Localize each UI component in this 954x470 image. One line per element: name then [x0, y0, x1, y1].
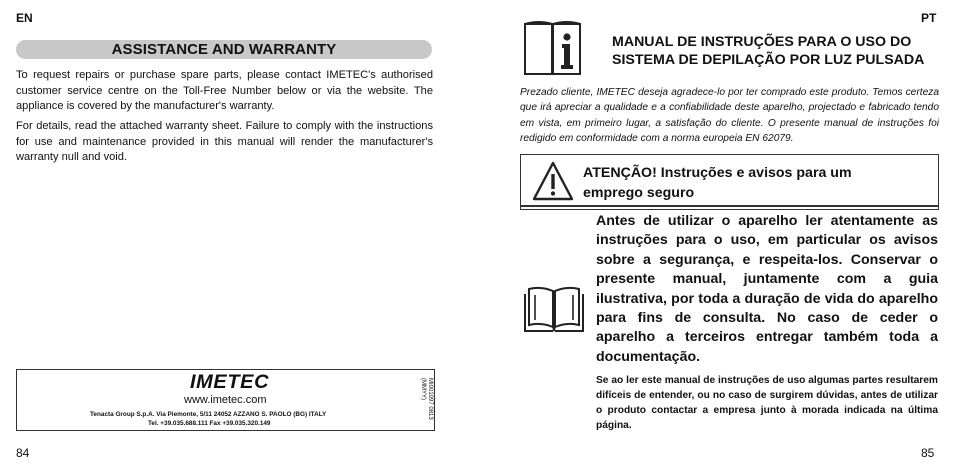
- warning-box-bottom-rule: [520, 205, 939, 207]
- imetec-logo: IMETEC: [190, 372, 270, 393]
- document-code: MI001097 0813 (MMYY): [420, 378, 433, 420]
- info-manual-icon: [522, 20, 584, 83]
- section-title: ASSISTANCE AND WARRANTY: [111, 41, 337, 58]
- company-address: Tenacta Group S.p.A. Via Piemonte, 5/11 24052 AZZANO S. PAOLO (BG) ITALY: [90, 411, 327, 418]
- help-note: Se ao ler este manual de instruções de uso algumas partes resultarem difíceis de entender, ou no caso de surgirem dúvidas, antes de utilizar o produto contactar a empresa junto à morada indicada na última página.: [596, 375, 938, 431]
- open-book-icon: [523, 285, 585, 340]
- page-number-right: 85: [921, 446, 935, 460]
- warning-triangle-icon: [531, 160, 575, 207]
- manual-title: MANUAL DE INSTRUÇÕES PARA O USO DO SISTEMA DE DEPILAÇÃO POR LUZ PULSADA: [612, 34, 925, 68]
- language-label-en: EN: [16, 11, 33, 25]
- intro-paragraph: Prezado cliente, IMETEC deseja agradece-lo por ter comprado este produto. Temos certeza que irá apreciar a qualidade e a confiabilidade deste aparelho, projectado e fabricado tendo em vista, em primeiro lugar, a satisfação do cliente. O presente manual de instruções foi redigido em conformidade com a norma europeia EN 62079.: [520, 87, 939, 145]
- language-label-pt: PT: [921, 11, 937, 25]
- company-website: www.imetec.com: [184, 394, 267, 406]
- company-contacts: Tel. +39.035.688.111 Fax +39.035.320.149: [148, 420, 271, 427]
- page-number-left: 84: [16, 446, 30, 460]
- assistance-paragraph: To request repairs or purchase spare parts, please contact IMETEC's authorised customer service centre on the Toll-Free Number below or via the website. The appliance is covered by the manufacturer's warranty.: [16, 69, 433, 113]
- warning-title: ATENÇÃO! Instruções e avisos para um emprego seguro: [583, 165, 852, 201]
- main-instruction: Antes de utilizar o aparelho ler atentamente as instruções para o uso, em particular os avisos sobre a segurança, e respeita-los. Conservar o presente manual, juntamente com a guia ilustrativa, por toda a duração de vida do aparelho para fins de consulta. No caso de ceder o aparelho a terceiros entregar também toda a documentação.: [596, 213, 938, 365]
- warranty-paragraph: For details, read the attached warranty sheet. Failure to comply with the instructions for use and maintenance provided in this manual will render the manufacturer's warranty null and void.: [16, 120, 433, 164]
